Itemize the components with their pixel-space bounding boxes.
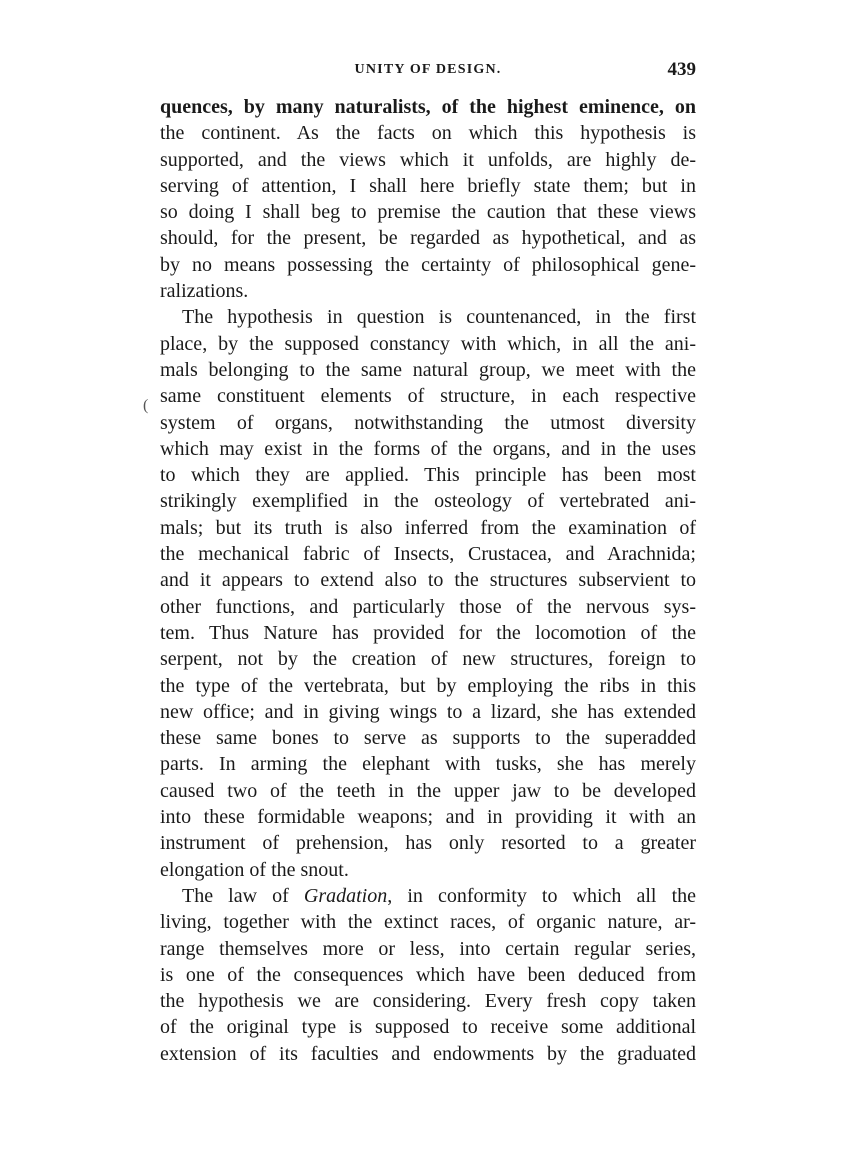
text-line: supported, and the views which it unfolds, are highly de- <box>160 148 696 171</box>
text-line: instrument of prehension, has only resorted to a greater <box>160 832 696 855</box>
text-line: and it appears to extend also to the structures subservient to <box>160 569 696 592</box>
margin-mark: ( <box>143 397 149 414</box>
page-number: 439 <box>667 59 696 80</box>
text-line: by no means possessing the certainty of philosophical gene- <box>160 253 696 276</box>
running-title: UNITY OF DESIGN. <box>354 62 502 77</box>
running-head <box>160 59 696 84</box>
text-line: mals belonging to the same natural group, we meet with the <box>160 358 696 381</box>
text-line: which may exist in the forms of the organs, and in the uses <box>160 437 696 460</box>
text-line: to which they are applied. This principle has been most <box>160 464 696 487</box>
text-line: place, by the supposed constancy with which, in all the ani- <box>160 332 696 355</box>
text-line: the hypothesis we are considering. Every fresh copy taken <box>160 990 696 1013</box>
body-text <box>160 94 696 1067</box>
text-line <box>160 883 696 909</box>
text-line: The hypothesis in question is countenanced, in the first <box>182 306 696 329</box>
text-line: quences, by many naturalists, of the highest eminence, on <box>160 96 696 118</box>
text-line: of the original type is supposed to receive some additional <box>160 1016 696 1039</box>
text-line: range themselves more or less, into certain regular series, <box>160 937 696 960</box>
text-line: so doing I shall beg to premise the caution that these views <box>160 201 696 224</box>
text-line: system of organs, notwithstanding the utmost diversity <box>160 411 696 434</box>
text-line: the type of the vertebrata, but by employing the ribs in this <box>160 674 696 697</box>
text-line: living, together with the extinct races, of organic nature, ar- <box>160 911 696 934</box>
text-line: caused two of the teeth in the upper jaw to be developed <box>160 779 696 802</box>
text-line: parts. In arming the elephant with tusks, she has merely <box>160 753 696 776</box>
text-line: serpent, not by the creation of new structures, foreign to <box>160 648 696 671</box>
text-line: is one of the consequences which have been deduced from <box>160 963 696 986</box>
text-line: the continent. As the facts on which this hypothesis is <box>160 122 696 145</box>
text-line: the mechanical fabric of Insects, Crustacea, and Arachnida; <box>160 543 696 566</box>
text-line: serving of attention, I shall here briefly state them; but in <box>160 174 696 197</box>
text-line: extension of its faculties and endowments by the graduated <box>160 1042 696 1065</box>
text-line: elongation of the snout. <box>160 858 349 881</box>
text-line: these same bones to serve as supports to the superadded <box>160 727 696 750</box>
text-line: strikingly exemplified in the osteology of vertebrated ani- <box>160 490 696 513</box>
text-line: new office; and in giving wings to a lizard, she has extended <box>160 700 696 723</box>
text-line: ralizations. <box>160 280 249 303</box>
text-line: mals; but its truth is also inferred from the examination of <box>160 516 696 539</box>
text-fragment: The law of <box>182 884 304 907</box>
text-line: other functions, and particularly those of the nervous sys- <box>160 595 696 618</box>
text-line: into these formidable weapons; and in providing it with an <box>160 806 696 829</box>
text-line: same constituent elements of structure, in each respective <box>160 385 696 408</box>
italic-term: Gradation <box>303 884 388 907</box>
text-line: should, for the present, be regarded as hypothetical, and as <box>160 227 696 250</box>
text-fragment: , in conformity to which all the <box>387 884 697 907</box>
text-line: tem. Thus Nature has provided for the locomotion of the <box>160 621 696 644</box>
